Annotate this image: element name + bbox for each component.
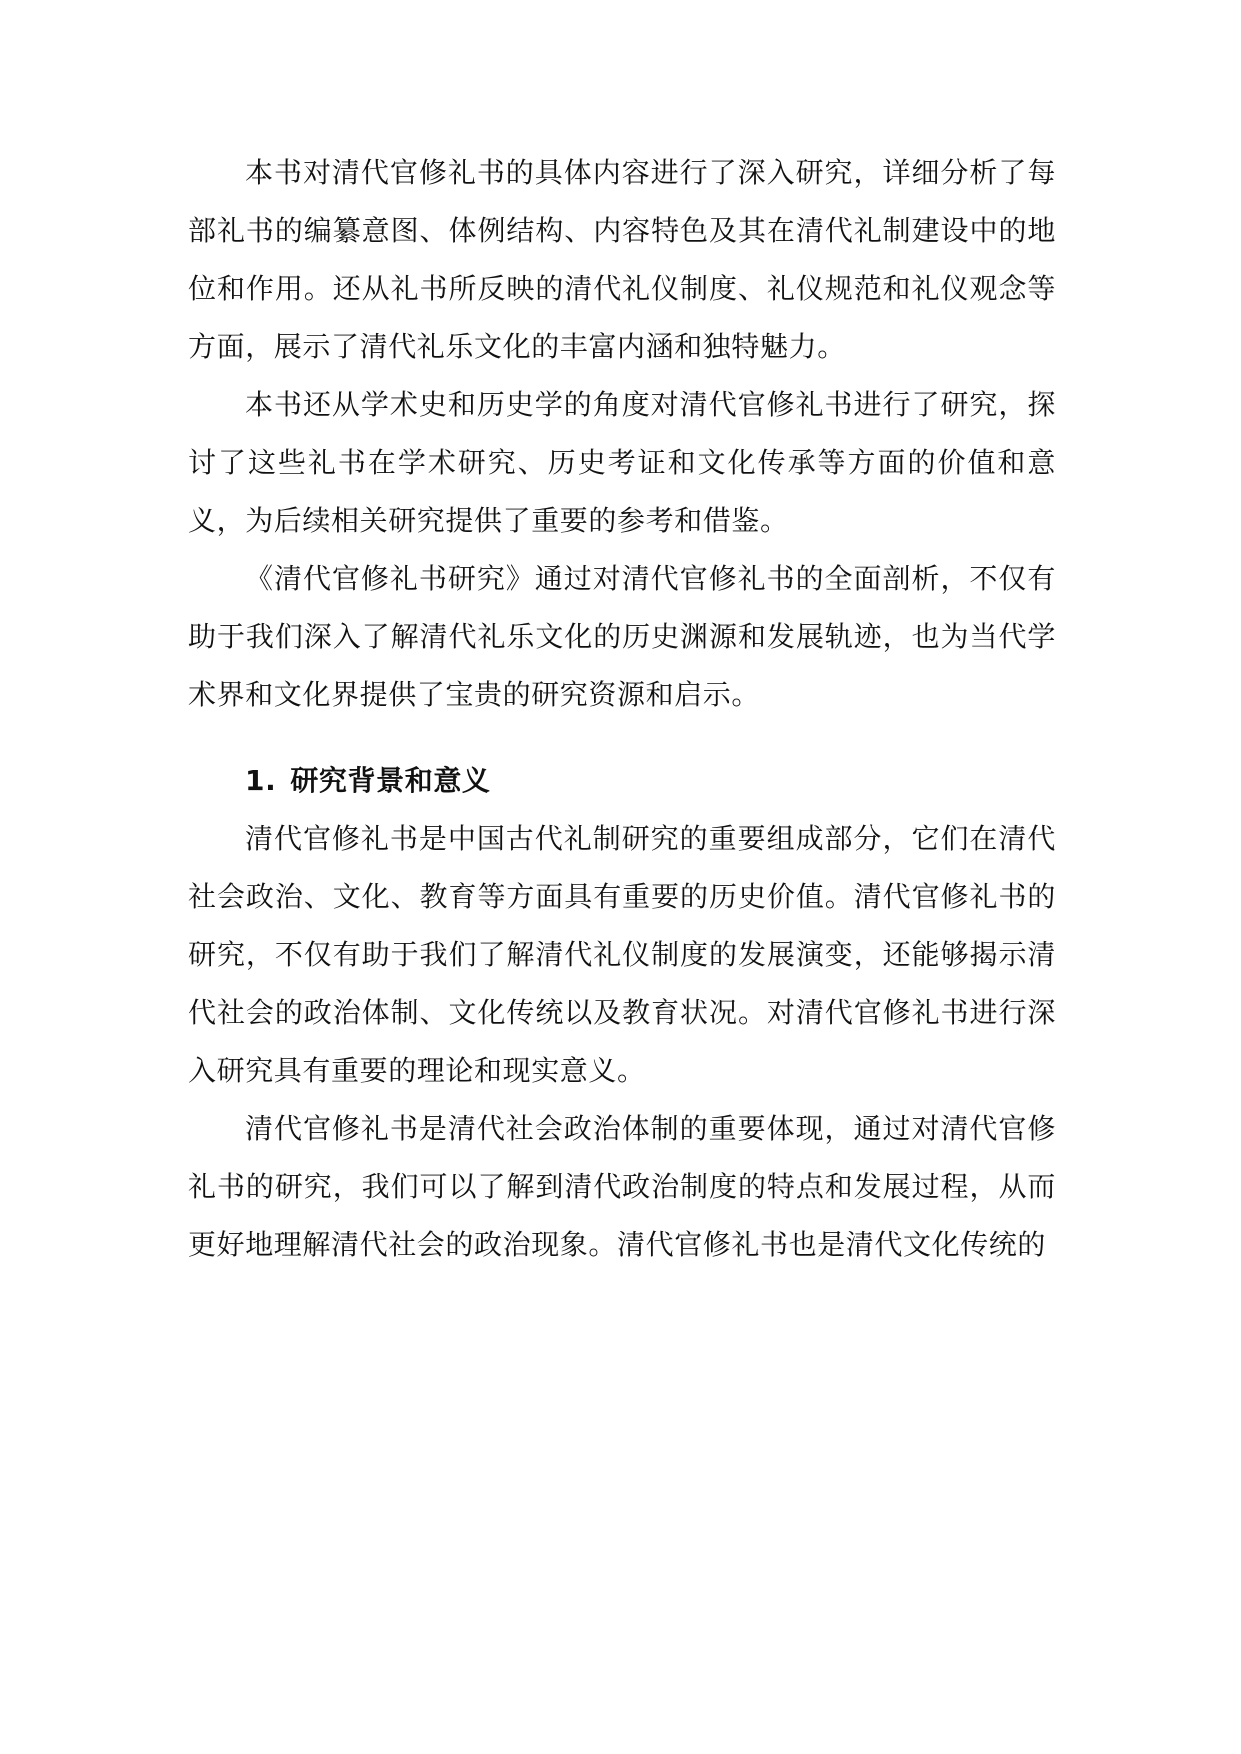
section-number: 1. [245,764,277,797]
section-title: 研究背景和意义 [290,764,491,797]
paragraph-2: 本书还从学术史和历史学的角度对清代官修礼书进行了研究，探讨了这些礼书在学术研究、历史考证和文化传承等方面的价值和意义，为后续相关研究提供了重要的参考和借鉴。 [188,388,1056,537]
paragraph-4: 清代官修礼书是中国古代礼制研究的重要组成部分，它们在清代社会政治、文化、教育等方面具有重要的历史价值。清代官修礼书的研究，不仅有助于我们了解清代礼仪制度的发展演变，还能够揭示清代社会的政治体制、文化传统以及教育状况。对清代官修礼书进行深入研究具有重要的理论和现实意义。 [188,822,1056,1087]
paragraph-5: 清代官修礼书是清代社会政治体制的重要体现，通过对清代官修礼书的研究，我们可以了解到清代政治制度的特点和发展过程，从而更好地理解清代社会的政治现象。清代官修礼书也是清代文化传统的 [188,1112,1056,1261]
paragraph-3: 《清代官修礼书研究》通过对清代官修礼书的全面剖析，不仅有助于我们深入了解清代礼乐文化的历史渊源和发展轨迹，也为当代学术界和文化界提供了宝贵的研究资源和启示。 [188,562,1056,711]
section-heading [188,752,1056,810]
document-body [188,144,1056,1274]
paragraph-1: 本书对清代官修礼书的具体内容进行了深入研究，详细分析了每部礼书的编纂意图、体例结构、内容特色及其在清代礼制建设中的地位和作用。还从礼书所反映的清代礼仪制度、礼仪规范和礼仪观念等方面，展示了清代礼乐文化的丰富内涵和独特魅力。 [188,156,1056,363]
